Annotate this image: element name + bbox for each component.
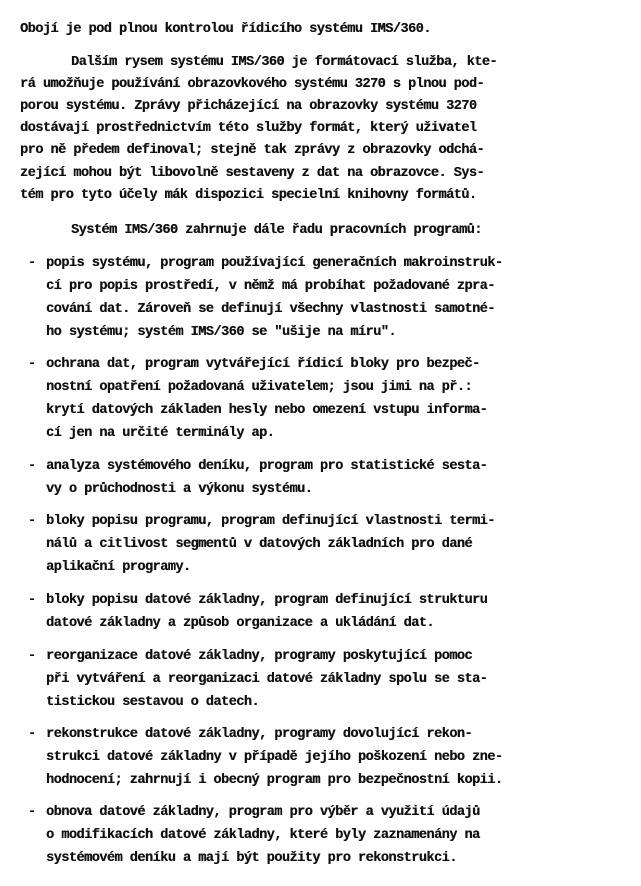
list-item-line: reorganizace datové základny, programy poskytující pomoc [46,649,473,664]
list-item-line: ho systému; systém IMS/360 se "ušije na míru". [46,325,396,340]
paragraph-line: Dalším rysem systému IMS/360 je formátovací služba, kte- [71,55,498,70]
list-dash: - [28,459,37,474]
list-item-line: systémovém deníku a mají být použity pro rekonstrukci. [46,851,457,866]
paragraph-line: porou systému. Zprávy přicházející na obrazovky systému 3270 [20,99,477,114]
list-item-line: datové základny a způsob organizace a ukládání dat. [46,616,434,631]
list-item-line: ochrana dat, program vytvářející řídicí bloky pro bezpeč- [46,357,480,372]
list-item-line: hodnocení; zahrnují i obecný program pro bezpečnostní kopii. [46,773,503,788]
opening-line: Obojí je pod plnou kontrolou řídicího systému IMS/360. [20,22,431,37]
list-item-line: analyza systémového deníku, program pro statistické sesta- [46,459,488,474]
list-item-line: tistickou sestavou o datech. [46,695,260,710]
paragraph-line: rá umožňuje používání obrazovkového systému 3270 s plnou pod- [20,77,485,92]
list-item-line: nostní opatření požadovaná uživatelem; jsou jimi na př.: [46,380,473,395]
list-item-line: nálů a citlivost segmentů v datových základních pro dané [46,537,473,552]
list-dash: - [28,357,37,372]
list-item-line: obnova datové základny, program pro výběr a využití údajů [46,805,480,820]
list-dash: - [28,256,37,271]
paragraph-line: tém pro tyto účely mák dispozici specielní knihovny formátů. [20,188,477,203]
list-item-line: rekonstrukce datové základny, programy dovolující rekon- [46,727,473,742]
list-item-line: strukci datové základny v případě jejího poškození nebo zne- [46,750,503,765]
list-item-line: krytí datových základen hesly nebo omezení vstupu informa- [46,403,488,418]
list-item-line: bloky popisu programu, program definující vlastnosti termi- [46,514,495,529]
list-item-line: cí pro popis prostředí, v němž má probíhat požadované zpra- [46,279,495,294]
list-dash: - [28,805,37,820]
list-dash: - [28,649,37,664]
list-item-line: cování dat. Zároveň se definují všechny vlastnosti samotné- [46,302,495,317]
list-item-line: vy o průchodnosti a výkonu systému. [46,482,313,497]
list-item-line: o modifikacích datové základny, které byly zaznamenány na [46,828,480,843]
list-dash: - [28,727,37,742]
list-dash: - [28,593,37,608]
list-item-line: aplikační programy. [46,560,191,575]
paragraph-line: zející mohou být libovolně sestaveny z dat na obrazovce. Sys- [20,166,485,181]
list-dash: - [28,514,37,529]
programs-intro: Systém IMS/360 zahrnuje dále řadu pracovních programů: [71,223,482,238]
list-item-line: cí jen na určité terminály ap. [46,426,275,441]
paragraph-line: pro ně předem definoval; stejně tak zprávy z obrazovky odchá- [20,143,485,158]
list-item-line: bloky popisu datové základny, program definující strukturu [46,593,488,608]
paragraph-line: dostávají prostřednictvím této služby formát, který uživatel [20,121,477,136]
list-item-line: popis systému, program používající generačních makroinstruk- [46,256,503,271]
list-item-line: při vytváření a reorganizaci datové základny spolu se sta- [46,672,488,687]
